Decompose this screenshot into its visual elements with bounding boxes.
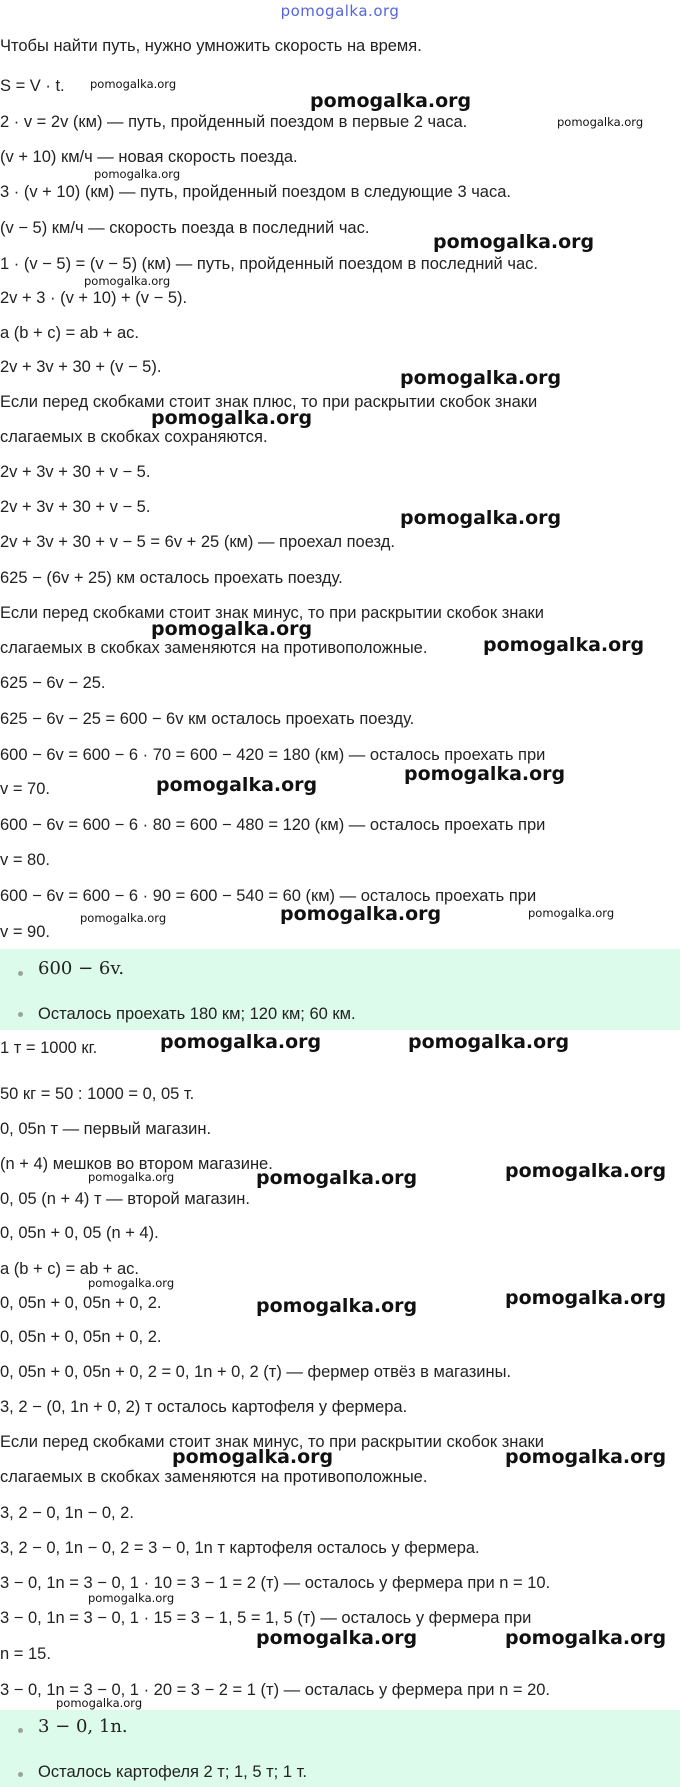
text-line: v = 70. — [0, 780, 50, 798]
text-line: слагаемых в скобках сохраняются. — [0, 428, 268, 446]
text-line: слагаемых в скобках заменяются на противоположные. — [0, 639, 428, 657]
watermark: pomogalka.org — [88, 1170, 175, 1184]
text-line: v = 80. — [0, 851, 50, 869]
text-line: Если перед скобками стоит знак плюс, то при раскрытии скобок знаки — [0, 393, 538, 411]
text-line: 625 − 6v − 25. — [0, 674, 106, 692]
answer-box-2 — [0, 1710, 680, 1787]
watermark: pomogalka.org — [528, 906, 615, 920]
watermark: pomogalka.org — [256, 1627, 418, 1649]
watermark: pomogalka.org — [433, 231, 595, 253]
text-line: v = 90. — [0, 923, 50, 941]
watermark: pomogalka.org — [156, 774, 318, 796]
text-line: 3 · (v + 10) (км) — путь, пройденный поездом в следующие 3 часа. — [0, 183, 511, 201]
watermark: pomogalka.org — [84, 274, 171, 288]
text-line: 0, 05 (n + 4) т — второй магазин. — [0, 1190, 250, 1208]
text-line: 2v + 3v + 30 + v − 5 = 6v + 25 (км) — проехал поезд. — [0, 533, 395, 551]
text-line: 0, 05n + 0, 05 (n + 4). — [0, 1224, 159, 1242]
watermark: pomogalka.org — [94, 167, 181, 181]
text-line: Чтобы найти путь, нужно умножить скорость на время. — [0, 37, 422, 55]
text-line: 600 − 6v = 600 − 6 · 90 = 600 − 540 = 60 (км) — осталось проехать при — [0, 887, 537, 905]
answer-item: Осталось картофеля 2 т; 1, 5 т; 1 т. — [38, 1763, 307, 1781]
watermark: pomogalka.org — [172, 1446, 334, 1468]
watermark: pomogalka.org — [557, 115, 644, 129]
watermark: pomogalka.org — [404, 763, 566, 785]
answer-box-1 — [0, 949, 680, 1030]
watermark: pomogalka.org — [280, 903, 442, 925]
watermark: pomogalka.org — [310, 90, 472, 112]
bullet-icon — [18, 1012, 23, 1017]
text-line: 3 − 0, 1n = 3 − 0, 1 · 20 = 3 − 2 = 1 (т) — осталась у фермера при n = 20. — [0, 1681, 551, 1699]
text-line: 2 · v = 2v (км) — путь, пройденный поездом в первые 2 часа. — [0, 113, 468, 131]
watermark: pomogalka.org — [88, 1276, 175, 1290]
text-line: слагаемых в скобках заменяются на противоположные. — [0, 1468, 428, 1486]
watermark: pomogalka.org — [505, 1287, 667, 1309]
watermark: pomogalka.org — [151, 407, 313, 429]
text-line: 2v + 3v + 30 + v − 5. — [0, 498, 151, 516]
watermark: pomogalka.org — [151, 618, 313, 640]
text-line: 3, 2 − 0, 1n − 0, 2 = 3 − 0, 1n т картофеля осталось у фермера. — [0, 1539, 480, 1557]
text-line: 0, 05n т — первый магазин. — [0, 1120, 212, 1138]
text-line: 1 · (v − 5) = (v − 5) (км) — путь, пройденный поездом в последний час. — [0, 255, 538, 273]
bullet-icon — [18, 971, 23, 976]
text-line: 2v + 3v + 30 + (v − 5). — [0, 358, 162, 376]
text-line: n = 15. — [0, 1645, 51, 1663]
watermark: pomogalka.org — [256, 1167, 418, 1189]
text-line: (n + 4) мешков во втором магазине. — [0, 1155, 273, 1173]
text-line: 625 − (6v + 25) км осталось проехать поезду. — [0, 569, 343, 587]
text-line: 2v + 3v + 30 + v − 5. — [0, 463, 151, 481]
text-line: 50 кг = 50 : 1000 = 0, 05 т. — [0, 1085, 195, 1103]
bullet-icon — [18, 1728, 23, 1733]
watermark: pomogalka.org — [505, 1446, 667, 1468]
text-line: 3, 2 − (0, 1n + 0, 2) т осталось картофеля у фермера. — [0, 1398, 408, 1416]
watermark: pomogalka.org — [56, 1696, 143, 1710]
watermark: pomogalka.org — [483, 634, 645, 656]
watermark: pomogalka.org — [400, 507, 562, 529]
text-line: (v − 5) км/ч — скорость поезда в последний час. — [0, 219, 370, 237]
answer-item: 3 − 0, 1n. — [38, 1716, 128, 1737]
watermark: pomogalka.org — [88, 1591, 175, 1605]
text-line: 1 т = 1000 кг. — [0, 1039, 98, 1057]
text-line: 600 − 6v = 600 − 6 · 70 = 600 − 420 = 180 (км) — осталось проехать при — [0, 746, 546, 764]
watermark: pomogalka.org — [90, 77, 177, 91]
text-line: 0, 05n + 0, 05n + 0, 2. — [0, 1294, 162, 1312]
answer-item: Осталось проехать 180 км; 120 км; 60 км. — [38, 1005, 356, 1023]
text-line: Если перед скобками стоит знак минус, то при раскрытии скобок знаки — [0, 604, 544, 622]
text-line: a (b + c) = ab + ac. — [0, 324, 139, 342]
watermark: pomogalka.org — [505, 1160, 667, 1182]
text-line: 0, 05n + 0, 05n + 0, 2 = 0, 1n + 0, 2 (т) — фермер отвёз в магазины. — [0, 1363, 512, 1381]
bullet-icon — [18, 1772, 23, 1777]
watermark: pomogalka.org — [408, 1031, 570, 1053]
text-line: 600 − 6v = 600 − 6 · 80 = 600 − 480 = 120 (км) — осталось проехать при — [0, 816, 546, 834]
text-line: Если перед скобками стоит знак минус, то при раскрытии скобок знаки — [0, 1433, 544, 1451]
text-line: 2v + 3 · (v + 10) + (v − 5). — [0, 289, 188, 307]
site-header-link[interactable]: pomogalka.org — [280, 2, 400, 20]
text-line: 0, 05n + 0, 05n + 0, 2. — [0, 1328, 162, 1346]
watermark: pomogalka.org — [400, 367, 562, 389]
answer-item: 600 − 6v. — [38, 958, 125, 979]
text-line: 3, 2 − 0, 1n − 0, 2. — [0, 1504, 134, 1522]
text-line: 625 − 6v − 25 = 600 − 6v км осталось проехать поезду. — [0, 710, 415, 728]
text-line: S = V · t. — [0, 77, 65, 95]
text-line: 3 − 0, 1n = 3 − 0, 1 · 10 = 3 − 1 = 2 (т) — осталось у фермера при n = 10. — [0, 1574, 551, 1592]
watermark: pomogalka.org — [160, 1031, 322, 1053]
watermark: pomogalka.org — [80, 911, 167, 925]
text-line: 3 − 0, 1n = 3 − 0, 1 · 15 = 3 − 1, 5 = 1, 5 (т) — осталось у фермера при — [0, 1609, 532, 1627]
text-line: a (b + c) = ab + ac. — [0, 1260, 139, 1278]
watermark: pomogalka.org — [505, 1627, 667, 1649]
watermark: pomogalka.org — [256, 1295, 418, 1317]
text-line: (v + 10) км/ч — новая скорость поезда. — [0, 148, 298, 166]
